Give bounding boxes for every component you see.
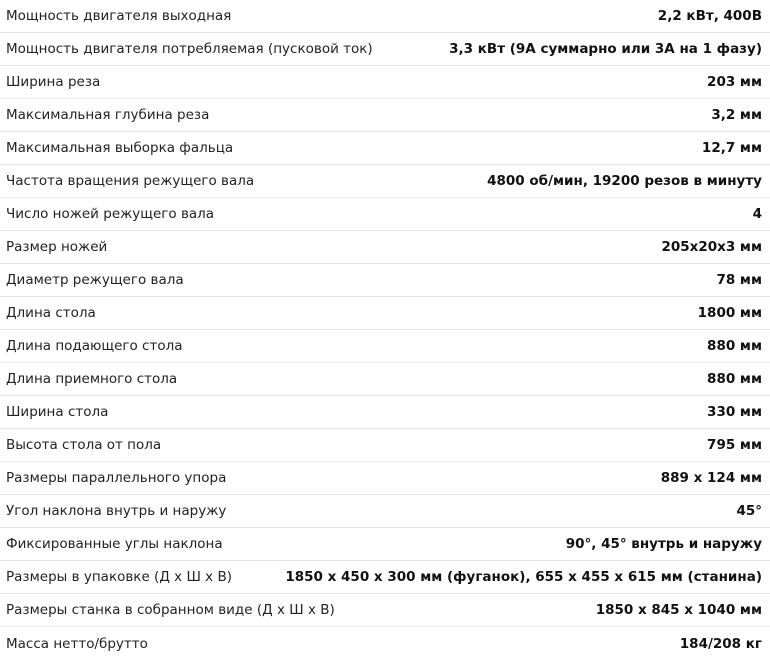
spec-label: Мощность двигателя потребляемая (пусковой ток) (6, 41, 373, 57)
spec-value: 1850 х 845 х 1040 мм (595, 602, 762, 618)
spec-row (0, 429, 770, 462)
spec-value: 889 х 124 мм (660, 470, 762, 486)
spec-row (0, 198, 770, 231)
spec-label: Длина приемного стола (6, 371, 178, 387)
spec-row (0, 528, 770, 561)
spec-row (0, 363, 770, 396)
spec-value: 203 мм (707, 74, 762, 90)
spec-value: 12,7 мм (701, 140, 762, 156)
spec-value: 3,2 мм (711, 107, 762, 123)
spec-value: 90°, 45° внутрь и наружу (565, 536, 762, 552)
spec-value: 2,2 кВт, 400В (657, 8, 762, 24)
spec-row (0, 561, 770, 594)
spec-row (0, 0, 770, 33)
spec-value: 4 (752, 206, 762, 222)
spec-row (0, 165, 770, 198)
spec-value: 4800 об/мин, 19200 резов в минуту (487, 173, 762, 189)
spec-value: 45° (736, 503, 762, 519)
spec-row (0, 627, 770, 660)
spec-value: 78 мм (716, 272, 762, 288)
spec-value: 205x20x3 мм (661, 239, 762, 255)
spec-label: Мощность двигателя выходная (6, 8, 232, 24)
spec-label: Диаметр режущего вала (6, 272, 184, 288)
spec-label: Длина стола (6, 305, 96, 321)
spec-value: 795 мм (707, 437, 762, 453)
spec-row (0, 462, 770, 495)
spec-label: Размеры станка в собранном виде (Д х Ш х В) (6, 602, 335, 618)
spec-label: Масса нетто/брутто (6, 635, 148, 652)
spec-label: Длина подающего стола (6, 338, 183, 354)
spec-label: Размеры параллельного упора (6, 470, 227, 486)
spec-value: 880 мм (707, 371, 762, 387)
spec-label: Ширина реза (6, 74, 101, 90)
spec-label: Число ножей режущего вала (6, 206, 215, 222)
spec-value: 1800 мм (697, 305, 762, 321)
spec-label: Размеры в упаковке (Д х Ш х В) (6, 569, 232, 585)
spec-value: 330 мм (707, 404, 762, 420)
spec-row (0, 297, 770, 330)
spec-label: Максимальная выборка фальца (6, 140, 234, 156)
spec-row (0, 330, 770, 363)
spec-row (0, 495, 770, 528)
spec-label: Фиксированные углы наклона (6, 536, 223, 552)
spec-row (0, 396, 770, 429)
spec-value: 184/208 кг (679, 635, 762, 652)
spec-row (0, 99, 770, 132)
spec-row (0, 66, 770, 99)
spec-row (0, 132, 770, 165)
spec-row (0, 264, 770, 297)
spec-label: Ширина стола (6, 404, 109, 420)
spec-value: 1850 х 450 х 300 мм (фуганок), 655 х 455 х 615 мм (станина) (285, 569, 762, 585)
spec-row (0, 231, 770, 264)
spec-label: Размер ножей (6, 239, 108, 255)
spec-label: Угол наклона внутрь и наружу (6, 503, 227, 519)
spec-label: Высота стола от пола (6, 437, 162, 453)
spec-value: 880 мм (707, 338, 762, 354)
spec-label: Максимальная глубина реза (6, 107, 210, 123)
spec-label: Частота вращения режущего вала (6, 173, 255, 189)
spec-value: 3,3 кВт (9А суммарно или 3А на 1 фазу) (449, 41, 762, 57)
spec-row (0, 594, 770, 627)
spec-row (0, 33, 770, 66)
